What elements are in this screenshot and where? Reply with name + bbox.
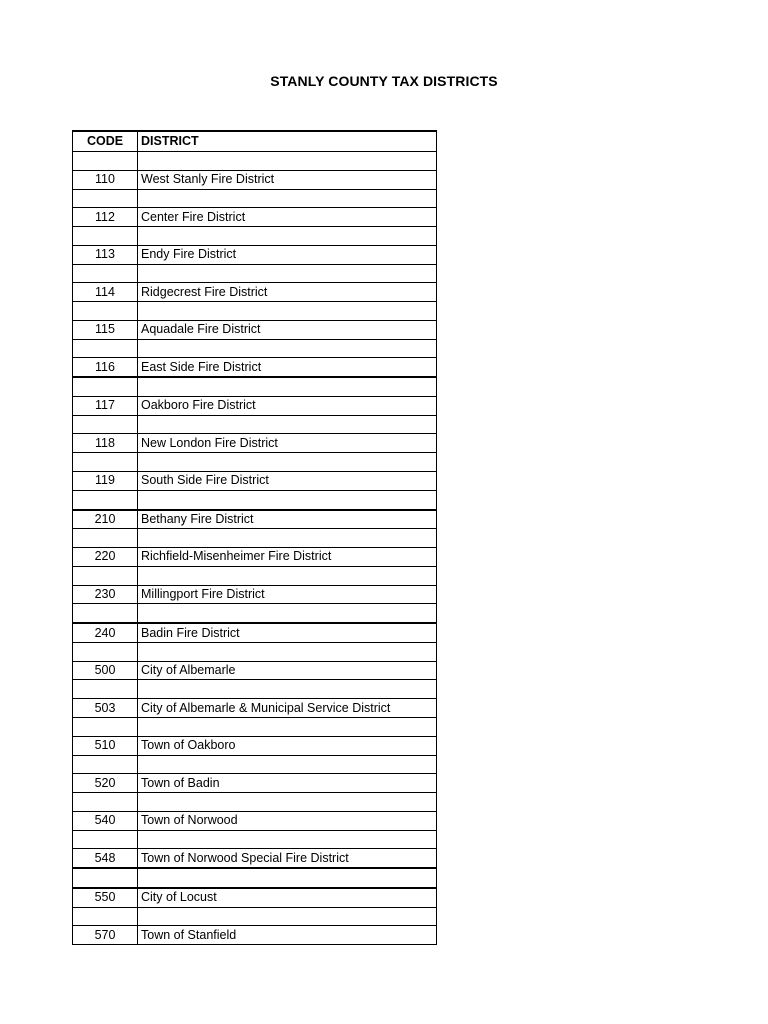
spacer-row xyxy=(73,415,437,434)
spacer-row xyxy=(73,152,437,171)
table-row xyxy=(73,396,437,415)
district-code: 520 xyxy=(73,774,138,793)
district-code: 550 xyxy=(73,888,138,907)
district-name: Town of Stanfield xyxy=(138,926,437,945)
spacer-row xyxy=(73,830,437,849)
spacer-row xyxy=(73,793,437,812)
spacer-row xyxy=(73,680,437,699)
table-row xyxy=(73,736,437,755)
table-row xyxy=(73,774,437,793)
spacer-row xyxy=(73,566,437,585)
district-code: 540 xyxy=(73,811,138,830)
district-code: 548 xyxy=(73,849,138,868)
tax-districts-table xyxy=(72,130,437,945)
spacer-row xyxy=(73,377,437,396)
spacer-row xyxy=(73,604,437,623)
district-code: 500 xyxy=(73,661,138,680)
table-row xyxy=(73,170,437,189)
table-row xyxy=(73,245,437,264)
district-name: Town of Norwood xyxy=(138,811,437,830)
district-name: Ridgecrest Fire District xyxy=(138,283,437,302)
spacer-row xyxy=(73,717,437,736)
district-code: 510 xyxy=(73,736,138,755)
district-code: 503 xyxy=(73,699,138,718)
table-row xyxy=(73,623,437,642)
table-header-row xyxy=(73,131,437,152)
spacer-row xyxy=(73,227,437,246)
spacer-row xyxy=(73,490,437,509)
table-row xyxy=(73,510,437,529)
spacer-row xyxy=(73,755,437,774)
district-name: West Stanly Fire District xyxy=(138,170,437,189)
spacer-row xyxy=(73,189,437,208)
table-row xyxy=(73,699,437,718)
district-code: 112 xyxy=(73,208,138,227)
spacer-row xyxy=(73,529,437,548)
district-name: New London Fire District xyxy=(138,434,437,453)
district-code: 116 xyxy=(73,358,138,377)
table-row xyxy=(73,585,437,604)
district-name: City of Locust xyxy=(138,888,437,907)
spacer-row xyxy=(73,302,437,321)
table-row xyxy=(73,926,437,945)
district-name: Endy Fire District xyxy=(138,245,437,264)
district-code: 110 xyxy=(73,170,138,189)
district-code: 113 xyxy=(73,245,138,264)
code-column-header: CODE xyxy=(73,131,138,152)
district-name: Oakboro Fire District xyxy=(138,396,437,415)
table-row xyxy=(73,888,437,907)
district-name: City of Albemarle xyxy=(138,661,437,680)
table-body xyxy=(73,152,437,945)
district-column-header: DISTRICT xyxy=(138,131,437,152)
table-row xyxy=(73,283,437,302)
district-name: Richfield-Misenheimer Fire District xyxy=(138,548,437,567)
district-code: 570 xyxy=(73,926,138,945)
district-name: Millingport Fire District xyxy=(138,585,437,604)
district-code: 210 xyxy=(73,510,138,529)
district-name: East Side Fire District xyxy=(138,358,437,377)
spacer-row xyxy=(73,907,437,926)
district-name: South Side Fire District xyxy=(138,472,437,491)
district-name: Town of Oakboro xyxy=(138,736,437,755)
table-row xyxy=(73,472,437,491)
spacer-row xyxy=(73,339,437,358)
spacer-row xyxy=(73,264,437,283)
district-code: 118 xyxy=(73,434,138,453)
table-row xyxy=(73,548,437,567)
district-code: 220 xyxy=(73,548,138,567)
table-row xyxy=(73,849,437,868)
spacer-row xyxy=(73,453,437,472)
table-row xyxy=(73,320,437,339)
district-name: Bethany Fire District xyxy=(138,510,437,529)
district-name: Badin Fire District xyxy=(138,623,437,642)
district-code: 117 xyxy=(73,396,138,415)
district-code: 114 xyxy=(73,283,138,302)
district-name: Town of Badin xyxy=(138,774,437,793)
district-code: 115 xyxy=(73,320,138,339)
table-row xyxy=(73,811,437,830)
district-name: Aquadale Fire District xyxy=(138,320,437,339)
table-row xyxy=(73,434,437,453)
page-title: STANLY COUNTY TAX DISTRICTS xyxy=(270,73,498,89)
table-row xyxy=(73,208,437,227)
district-code: 230 xyxy=(73,585,138,604)
district-name: City of Albemarle & Municipal Service District xyxy=(138,699,437,718)
district-name: Center Fire District xyxy=(138,208,437,227)
district-code: 240 xyxy=(73,623,138,642)
table-row xyxy=(73,661,437,680)
district-name: Town of Norwood Special Fire District xyxy=(138,849,437,868)
spacer-row xyxy=(73,868,437,888)
district-code: 119 xyxy=(73,472,138,491)
table-row xyxy=(73,358,437,377)
spacer-row xyxy=(73,642,437,661)
